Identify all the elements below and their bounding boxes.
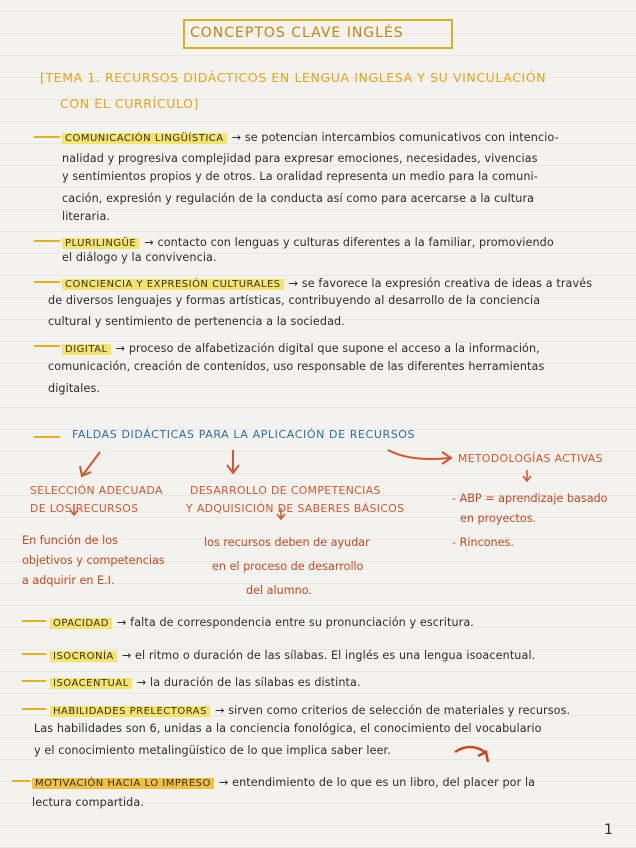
bullet-dash xyxy=(22,653,46,655)
faldas-col1-body: En función de los xyxy=(22,534,118,547)
bullet-dash xyxy=(22,680,46,682)
item-opacidad xyxy=(50,611,474,630)
term-highlight: ISOCRONÍA xyxy=(50,651,117,662)
item-text: cultural y sentimiento de pertenencia a la sociedad. xyxy=(48,315,345,328)
term-highlight: MOTIVACIÓN HACIA LO IMPRESO xyxy=(32,778,214,789)
item-text: → la duración de las sílabas es distinta. xyxy=(136,676,361,689)
faldas-col2-title2: Y ADQUISICIÓN DE SABERES BÁSICOS xyxy=(186,502,405,515)
item-text: el diálogo y la convivencia. xyxy=(62,251,217,264)
term-highlight: OPACIDAD xyxy=(50,618,112,629)
item-motivacion xyxy=(32,771,535,790)
topic-heading-line2: CON EL CURRÍCULO] xyxy=(60,96,199,111)
faldas-col3-title: METODOLOGÍAS ACTIVAS xyxy=(458,452,603,465)
faldas-col1-body: objetivos y competencias xyxy=(22,554,165,567)
item-text: → se favorece la expresión creativa de ideas a través xyxy=(288,277,593,290)
item-text: comunicación, creación de contenidos, uso responsable de las diferentes herramientas xyxy=(48,360,545,373)
item-text: Las habilidades son 6, unidas a la conciencia fonológica, el conocimiento del vocabulario xyxy=(34,722,542,735)
item-text: lectura compartida. xyxy=(32,796,144,809)
item-habilidades xyxy=(50,699,570,718)
item-text: → entendimiento de lo que es un libro, del placer por la xyxy=(218,776,536,789)
item-text: literaria. xyxy=(62,210,111,223)
item-isocronia xyxy=(50,644,535,663)
topic-heading-line1: [TEMA 1. RECURSOS DIDÁCTICOS EN LENGUA INGLESA Y SU VINCULACIÓN xyxy=(40,70,547,85)
term-highlight: HABILIDADES PRELECTORAS xyxy=(50,706,210,717)
faldas-heading: FALDAS DIDÁCTICAS PARA LA APLICACIÓN DE RECURSOS xyxy=(72,428,416,441)
item-text: → falta de correspondencia entre su pronunciación y escritura. xyxy=(117,616,474,629)
item-text: cación, expresión y regulación de la conducta así como para acercarse a la cultura xyxy=(62,192,535,205)
bullet-dash xyxy=(12,780,30,782)
page-number: 1 xyxy=(604,822,613,838)
item-text: → contacto con lenguas y culturas diferentes a la familiar, promoviendo xyxy=(144,236,554,249)
item-text: de diversos lenguajes y formas artísticas, contribuyendo al desarrollo de la conciencia xyxy=(48,294,541,307)
faldas-col1-body: a adquirir en E.I. xyxy=(22,574,115,587)
bullet-dash xyxy=(22,620,46,622)
item-text: → proceso de alfabetización digital que supone el acceso a la información, xyxy=(115,342,540,355)
item-text: digitales. xyxy=(48,382,101,395)
faldas-col1-title1: SELECCIÓN ADECUADA xyxy=(30,484,163,497)
faldas-col2-body: los recursos deben de ayudar xyxy=(204,536,370,549)
item-text: → se potencian intercambios comunicativos con intencio- xyxy=(231,131,559,144)
faldas-col3-body: - ABP = aprendizaje basado xyxy=(452,492,608,505)
term-highlight: COMUNICACIÓN LINGÜÍSTICA xyxy=(62,133,227,144)
faldas-col2-body: en el proceso de desarrollo xyxy=(212,560,364,573)
term-highlight: ISOACENTUAL xyxy=(50,678,132,689)
faldas-col3-body: en proyectos. xyxy=(460,512,537,525)
term-highlight: CONCIENCIA Y EXPRESIÓN CULTURALES xyxy=(62,279,284,290)
term-highlight: PLURILINGÜE xyxy=(62,238,139,249)
item-text: y sentimientos propios y de otros. La oralidad representa un medio para la comuni- xyxy=(62,170,538,183)
item-text: nalidad y progresiva complejidad para expresar emociones, necesidades, vivencias xyxy=(62,152,538,165)
bullet-dash xyxy=(22,708,46,710)
faldas-col3-body: - Rincones. xyxy=(452,536,514,549)
faldas-col1-title2: DE LOS RECURSOS xyxy=(30,502,139,515)
term-highlight: DIGITAL xyxy=(62,344,111,355)
item-text: → el ritmo o duración de las sílabas. El inglés es una lengua isoacentual. xyxy=(121,649,536,662)
faldas-col2-title1: DESARROLLO DE COMPETENCIAS xyxy=(190,484,381,497)
item-text: y el conocimiento metalingüístico de lo que implica saber leer. xyxy=(34,744,391,757)
faldas-col2-body: del alumno. xyxy=(246,584,312,597)
page-title: CONCEPTOS CLAVE INGLÉS xyxy=(190,25,404,41)
item-text: → sirven como criterios de selección de materiales y recursos. xyxy=(215,704,571,717)
item-isoacentual xyxy=(50,671,361,690)
